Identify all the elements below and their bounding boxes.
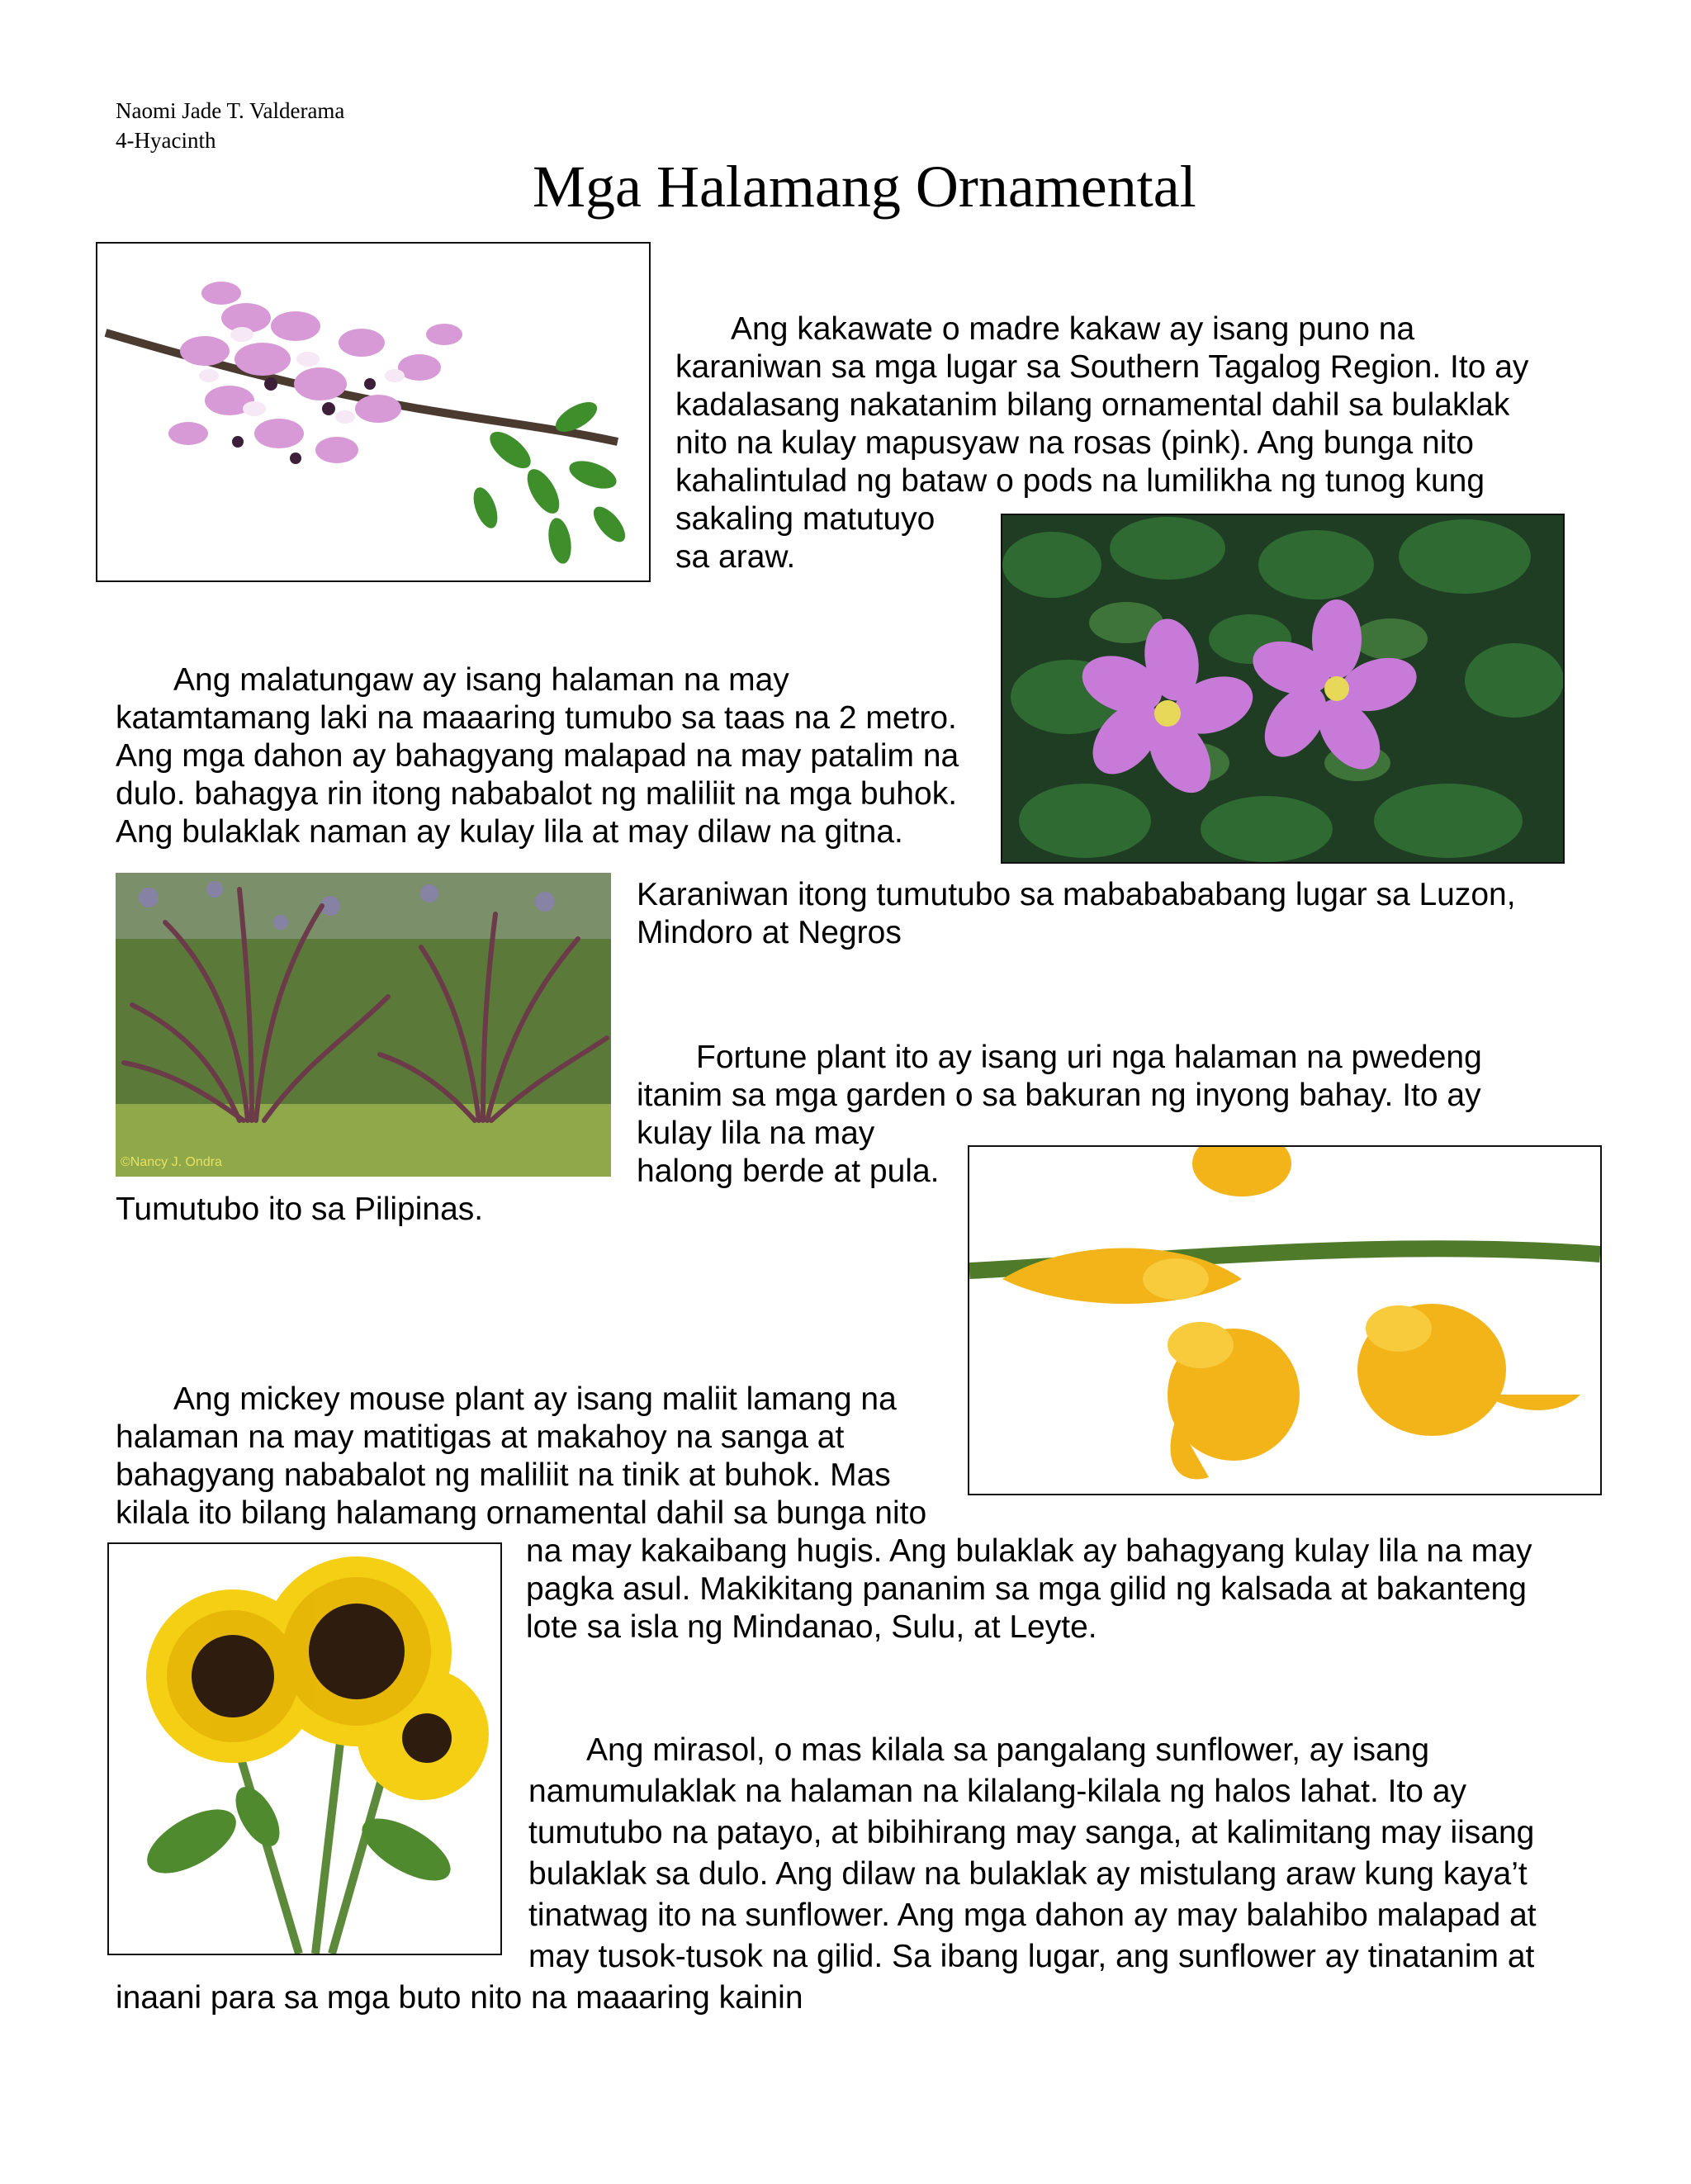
kakawate-text-line: karaniwan sa mga lugar sa Southern Tagalog Region. Ito ay xyxy=(675,349,1529,385)
fortune-text-line: halong berde at pula. xyxy=(637,1154,940,1189)
kakawate-text-line: nito na kulay mapusyaw na rosas (pink). Ang bunga nito xyxy=(675,425,1474,461)
fortune-text-line: kulay lila na may xyxy=(637,1116,875,1151)
fortune-plant-image xyxy=(116,873,611,1177)
malatungaw-text-line: Mindoro at Negros xyxy=(637,915,902,950)
mickey-text-line: lote sa isla ng Mindanao, Sulu, at Leyte. xyxy=(526,1609,1097,1645)
kakawate-text-line: sa araw. xyxy=(675,539,796,575)
mickey-text-line: Ang mickey mouse plant ay isang maliit lamang na xyxy=(173,1381,897,1417)
mirasol-text-line: may tusok-tusok na gilid. Sa ibang lugar, ang sunflower ay tinatanim at xyxy=(528,1939,1535,1974)
mirasol-text-line: namumulaklak na halaman na kilalang-kilala ng halos lahat. Ito ay xyxy=(528,1774,1467,1809)
mirasol-text-line: bulaklak sa dulo. Ang dilaw na bulaklak ay mistulang araw kung kaya’t xyxy=(528,1856,1528,1892)
kakawate-text-line: Ang kakawate o madre kakaw ay isang puno na xyxy=(731,311,1415,347)
page-title: Mga Halamang Ornamental xyxy=(533,154,1196,220)
malatungaw-text-line: Ang malatungaw ay isang halaman na may xyxy=(173,662,789,698)
malatungaw-text-line: Ang mga dahon ay bahagyang malapad na may patalim na xyxy=(116,738,959,774)
mirasol-text-line: tumutubo na patayo, at bibihirang may sanga, at kalimitang may iisang xyxy=(528,1815,1535,1850)
mickey-text-line: bahagyang nababalot ng maliliit na tinik at buhok. Mas xyxy=(116,1457,891,1493)
malatungaw-image xyxy=(1001,514,1565,864)
fortune-plant-watermark: ©Nancy J. Ondra xyxy=(121,1155,222,1169)
fortune-text-line: itanim sa mga garden o sa bakuran ng inyong bahay. Ito ay xyxy=(637,1078,1481,1113)
malatungaw-text-line: dulo. bahagya rin itong nababalot ng maliliit na mga buhok. xyxy=(116,776,958,812)
mickey-mouse-plant-image xyxy=(968,1145,1602,1495)
mirasol-text-line: inaani para sa mga buto nito na maaaring kainin xyxy=(116,1980,803,2016)
malatungaw-text-line: katamtamang laki na maaaring tumubo sa taas na 2 metro. xyxy=(116,700,957,736)
kakawate-image xyxy=(96,242,651,582)
kakawate-text-line: sakaling matutuyo xyxy=(675,501,935,537)
mirasol-text-line: Ang mirasol, o mas kilala sa pangalang sunflower, ay isang xyxy=(586,1732,1430,1768)
mickey-text-line: halaman na may matitigas at makahoy na sanga at xyxy=(116,1419,845,1455)
author-name: Naomi Jade T. Valderama xyxy=(116,98,345,123)
mickey-text-line: na may kakaibang hugis. Ang bulaklak ay bahagyang kulay lila na may xyxy=(526,1533,1532,1569)
fortune-text-line: Fortune plant ito ay isang uri nga halaman na pwedeng xyxy=(696,1040,1482,1075)
kakawate-text-line: kadalasang nakatanim bilang ornamental dahil sa bulaklak xyxy=(675,387,1510,423)
malatungaw-text-line: Ang bulaklak naman ay kulay lila at may dilaw na gitna. xyxy=(116,814,903,850)
fortune-text-line: Tumutubo ito sa Pilipinas. xyxy=(116,1191,484,1227)
kakawate-text-line: kahalintulad ng bataw o pods na lumilikha ng tunog kung xyxy=(675,463,1485,499)
mickey-text-line: pagka asul. Makikitang pananim sa mga gilid ng kalsada at bakanteng xyxy=(526,1571,1527,1607)
mirasol-image xyxy=(107,1542,502,1955)
malatungaw-text-line: Karaniwan itong tumutubo sa mababababang lugar sa Luzon, xyxy=(637,877,1516,912)
class-section: 4-Hyacinth xyxy=(116,128,216,153)
mirasol-text-line: tinatwag ito na sunflower. Ang mga dahon ay may balahibo malapad at xyxy=(528,1897,1537,1933)
mickey-text-line: kilala ito bilang halamang ornamental dahil sa bunga nito xyxy=(116,1495,927,1531)
